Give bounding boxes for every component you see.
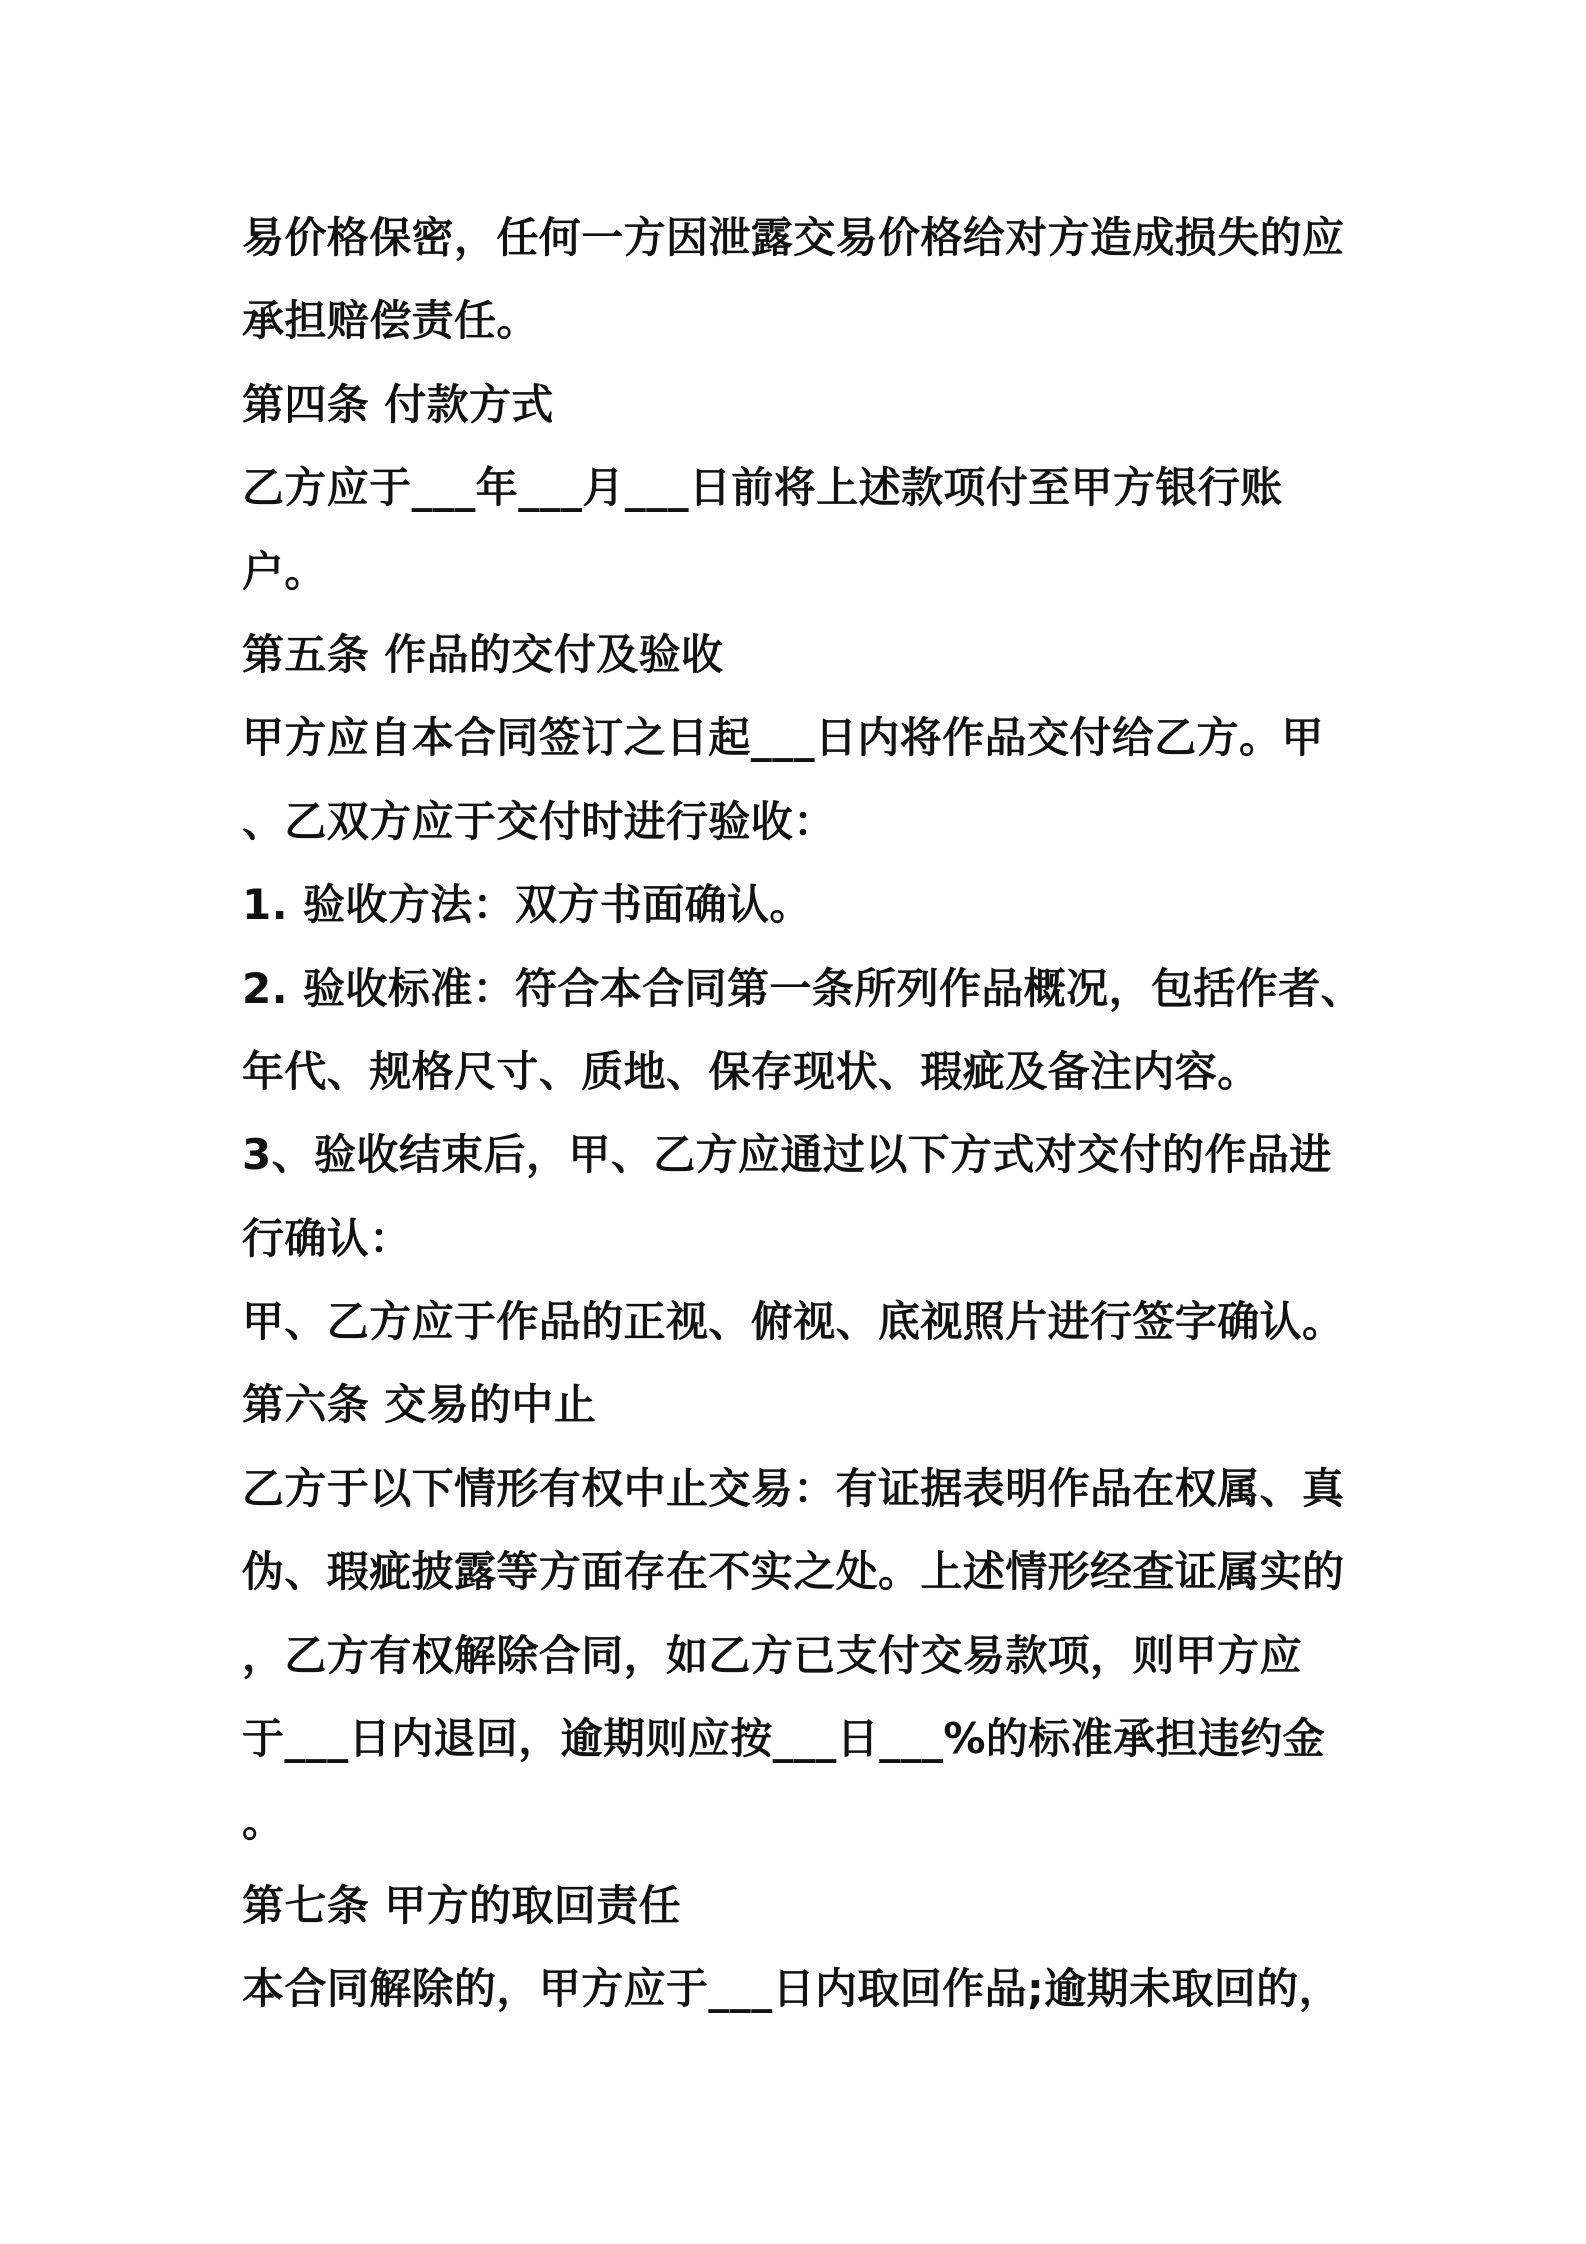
text-line: 乙方应于___年___月___日前将上述款项付至甲方银行账 [242, 463, 1283, 513]
text-line: 乙方于以下情形有权中止交易：有证据表明作品在权属、真 [242, 1463, 1345, 1513]
text-line: 承担赔偿责任。 [242, 296, 539, 346]
text-line: 户。 [242, 546, 327, 596]
contract-text [242, 196, 1362, 2031]
text-line: 易价格保密，任何一方因泄露交易价格给对方造成损失的应 [242, 213, 1345, 262]
section-heading: 第四条 付款方式 [242, 379, 554, 429]
text-line: 伪、瑕疵披露等方面存在不实之处。上述情形经查证属实的 [242, 1547, 1345, 1597]
list-item: 2. 验收标准：符合本合同第一条所列作品概况，包括作者、 [242, 963, 1364, 1013]
text-line: 、乙双方应于交付时进行验收： [242, 796, 836, 846]
section-heading: 第六条 交易的中止 [242, 1380, 597, 1430]
section-heading: 第五条 作品的交付及验收 [242, 629, 724, 679]
text-line: 行确认： [242, 1213, 412, 1263]
text-line: 于___日内退回，逾期则应按___日___%的标准承担违约金 [242, 1714, 1326, 1764]
text-line: 年代、规格尺寸、质地、保存现状、瑕疵及备注内容。 [242, 1046, 1260, 1096]
text-line: 甲方应自本合同签订之日起___日内将作品交付给乙方。甲 [242, 713, 1324, 763]
text-line: 本合同解除的，甲方应于___日内取回作品;逾期未取回的， [242, 1964, 1341, 2014]
text-line: 甲、乙方应于作品的正视、俯视、底视照片进行签字确认。 [242, 1297, 1345, 1347]
section-heading: 第七条 甲方的取回责任 [242, 1880, 682, 1930]
text-line: ，乙方有权解除合同，如乙方已支付交易款项，则甲方应 [242, 1630, 1303, 1680]
text-line: 。 [242, 1797, 285, 1847]
list-item: 3、验收结束后，甲、乙方应通过以下方式对交付的作品进 [242, 1130, 1332, 1180]
list-item: 1. 验收方法：双方书面确认。 [242, 880, 812, 930]
